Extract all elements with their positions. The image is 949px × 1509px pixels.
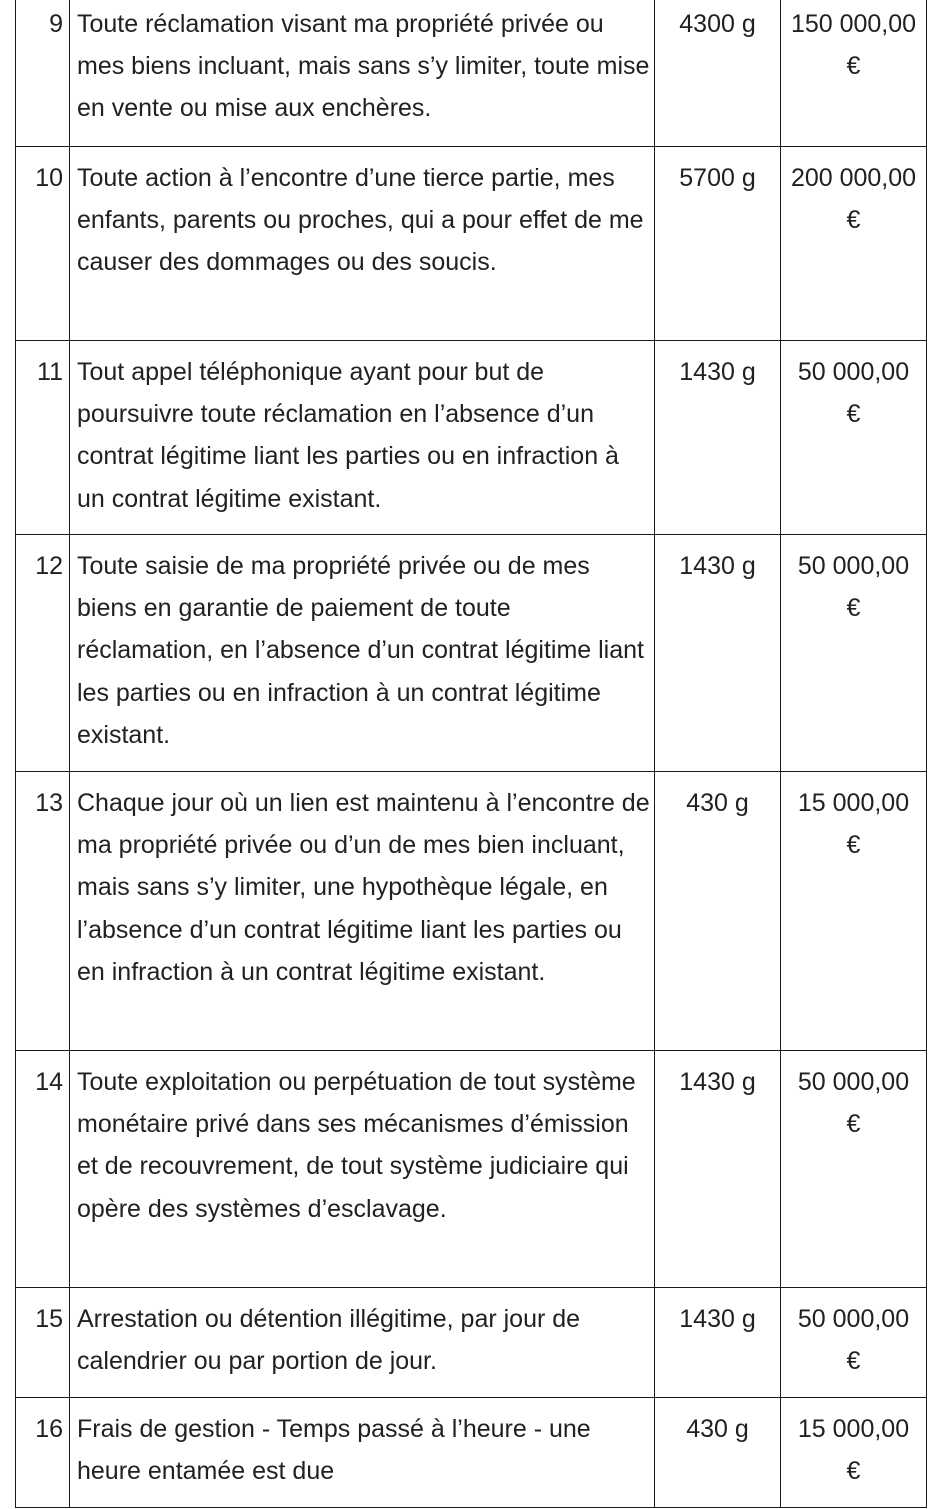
table-row (16, 1051, 927, 1288)
row-description: Tout appel téléphonique ayant pour but de poursuivre toute réclamation en l’absence d’un contrat légitime liant les parties ou en infraction à un contrat légitime existant. (70, 341, 655, 535)
euro-symbol: € (846, 206, 861, 235)
row-number: 15 (16, 1288, 70, 1398)
row-euro-amount (781, 535, 927, 772)
fees-table (15, 0, 927, 1508)
row-number: 14 (16, 1051, 70, 1288)
row-euro-amount (781, 1288, 927, 1398)
row-number: 16 (16, 1398, 70, 1508)
euro-symbol: € (846, 594, 861, 623)
euro-value: 50 000,00 (797, 1305, 910, 1333)
euro-symbol: € (846, 1347, 861, 1376)
row-gold-amount: 430 g (655, 1398, 781, 1508)
row-description: Toute réclamation visant ma propriété privée ou mes biens incluant, mais sans s’y limiter, toute mise en vente ou mise aux enchères. (70, 0, 655, 147)
row-description: Toute action à l’encontre d’une tierce partie, mes enfants, parents ou proches, qui a pour effet de me causer des dommages ou des soucis. (70, 147, 655, 341)
row-number: 11 (16, 341, 70, 535)
row-gold-amount: 1430 g (655, 1051, 781, 1288)
euro-symbol: € (846, 831, 861, 860)
table-row (16, 772, 927, 1051)
row-description: Toute saisie de ma propriété privée ou de mes biens en garantie de paiement de toute réclamation, en l’absence d’un contrat légitime liant les parties ou en infraction à un contrat légitime existant. (70, 535, 655, 772)
row-euro-amount (781, 1051, 927, 1288)
row-number: 13 (16, 772, 70, 1051)
table-row (16, 1398, 927, 1508)
euro-symbol: € (846, 400, 861, 429)
euro-value: 15 000,00 (797, 789, 910, 817)
euro-value: 15 000,00 (797, 1415, 910, 1443)
row-number: 10 (16, 147, 70, 341)
row-gold-amount: 4300 g (655, 0, 781, 147)
row-euro-amount (781, 772, 927, 1051)
euro-value: 50 000,00 (797, 358, 910, 386)
table-row (16, 535, 927, 772)
row-gold-amount: 430 g (655, 772, 781, 1051)
row-description: Frais de gestion - Temps passé à l’heure - une heure entamée est due (70, 1398, 655, 1508)
euro-symbol: € (846, 1110, 861, 1139)
row-description: Chaque jour où un lien est maintenu à l’encontre de ma propriété privée ou d’un de mes bien incluant, mais sans s’y limiter, une hypothèque légale, en l’absence d’un contrat légitime liant les parties ou en infraction à un contrat légitime existant. (70, 772, 655, 1051)
row-euro-amount (781, 1398, 927, 1508)
euro-value: 50 000,00 (797, 1068, 910, 1096)
table-row (16, 0, 927, 147)
euro-symbol: € (846, 52, 861, 81)
row-gold-amount: 1430 g (655, 1288, 781, 1398)
table-row (16, 341, 927, 535)
euro-value: 150 000,00 (790, 10, 917, 38)
row-euro-amount (781, 147, 927, 341)
row-description: Arrestation ou détention illégitime, par jour de calendrier ou par portion de jour. (70, 1288, 655, 1398)
table-row (16, 147, 927, 341)
row-gold-amount: 1430 g (655, 341, 781, 535)
euro-symbol: € (846, 1457, 861, 1486)
row-number: 9 (16, 0, 70, 147)
row-gold-amount: 1430 g (655, 535, 781, 772)
euro-value: 200 000,00 (790, 164, 917, 192)
euro-value: 50 000,00 (797, 552, 910, 580)
row-number: 12 (16, 535, 70, 772)
row-gold-amount: 5700 g (655, 147, 781, 341)
row-euro-amount (781, 0, 927, 147)
table-row (16, 1288, 927, 1398)
row-euro-amount (781, 341, 927, 535)
row-description: Toute exploitation ou perpétuation de tout système monétaire privé dans ses mécanismes d’émission et de recouvrement, de tout système judiciaire qui opère des systèmes d’esclavage. (70, 1051, 655, 1288)
